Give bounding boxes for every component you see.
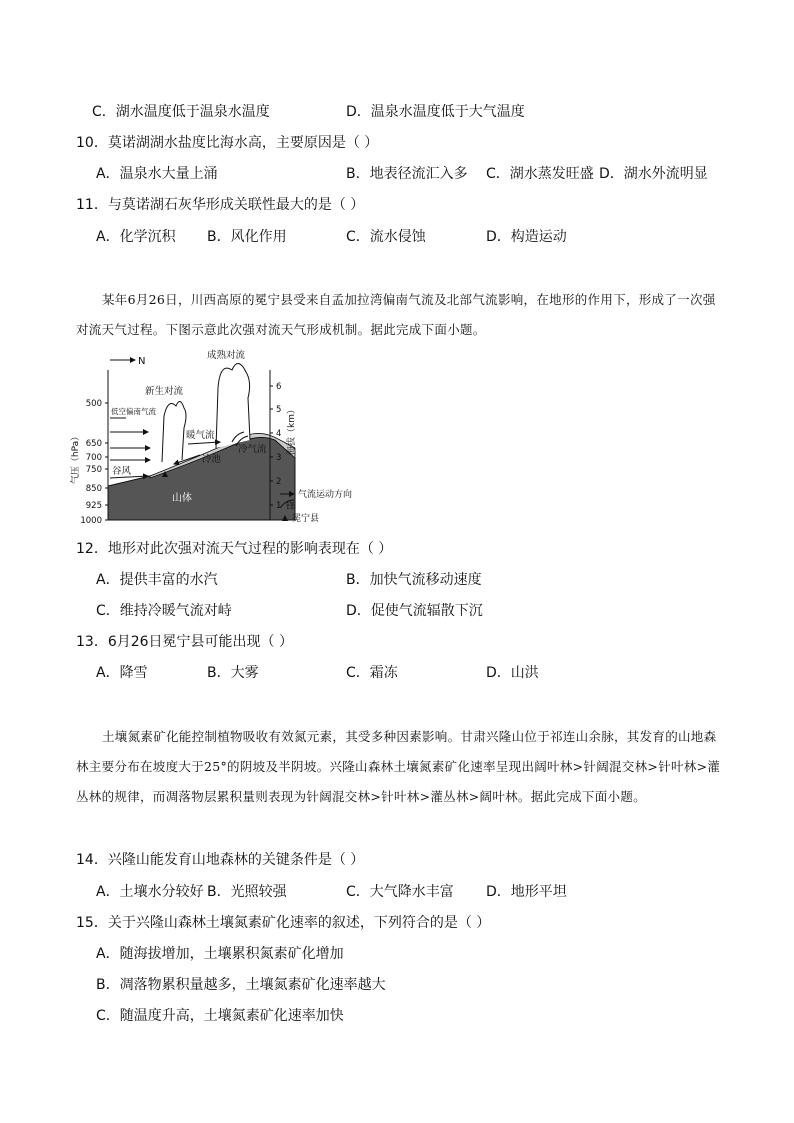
- q11-option-a: A．化学沉积: [96, 229, 176, 245]
- q14-option-a: A．土壤水分较好: [96, 884, 204, 900]
- convection-mechanism-diagram: [71, 348, 370, 528]
- altitude-tick: 3: [276, 453, 282, 463]
- q10-stem: 10．莫诺湖湖水盐度比海水高，主要原因是（ ）: [76, 135, 379, 151]
- q9-option-d: D．温泉水温度低于大气温度: [346, 104, 525, 120]
- q12-option-d: D．促使气流辐散下沉: [346, 603, 483, 619]
- altitude-tick: 2: [276, 477, 282, 487]
- q11-option-b: B．风化作用: [207, 229, 287, 245]
- q9-option-c: C．湖水温度低于温泉水温度: [92, 104, 270, 120]
- q12-stem: 12．地形对此次强对流天气过程的影响表现在（ ）: [76, 541, 393, 557]
- q14-option-c: C．大气降水丰富: [346, 884, 454, 900]
- passage-convection: 某年6月26日，川西高原的冕宁县受来自孟加拉湾偏南气流及北部气流影响，在地形的作用下，形成了一次强对流天气过程。下图示意此次强对流天气形成机制。据此完成下面小题。: [76, 292, 716, 337]
- q15-option-a: A．随海拔增加，土壤累积氮素矿化增加: [96, 946, 344, 962]
- q10-option-b: B．地表径流汇入多: [346, 166, 468, 182]
- mountain-label: 山体: [172, 493, 192, 504]
- legend-flow-label: 气流运动方向: [298, 490, 353, 500]
- q13-option-b: B．大雾: [207, 665, 259, 681]
- pressure-tick: 1000: [80, 516, 102, 526]
- legend-town-label: 冕宁县: [292, 514, 320, 524]
- north-label: N: [138, 356, 146, 367]
- q11-option-c: C．流水侵蚀: [346, 229, 426, 245]
- q14-option-b: B．光照较强: [207, 884, 287, 900]
- pressure-tick: 925: [85, 501, 102, 511]
- pressure-tick: 500: [85, 399, 102, 409]
- altitude-tick: 1: [276, 501, 282, 511]
- q10-option-d: D．湖水外流明显: [599, 166, 708, 182]
- passage-nitrogen: 土壤氮素矿化能控制植物吸收有效氮元素，其受多种因素影响。甘肃兴隆山位于祁连山余脉，其发育的山地森林主要分布在坡度大于25°的阴坡及半阴坡。兴隆山森林土壤氮素矿化速率呈现出阔叶林>针阔混交林>针叶林>灌丛林的规律，而凋落物层累积量则表现为针阔混交林>针叶林>灌丛林>阔叶林。据此完成下面小题。: [76, 729, 721, 804]
- valley-wind-label: 谷风: [112, 466, 132, 477]
- q15-option-b: B．凋落物累积量越多，土壤氮素矿化速率越大: [96, 977, 386, 993]
- pressure-tick: 700: [85, 453, 102, 463]
- altitude-axis-label: 海拔（km）: [287, 405, 297, 455]
- q11-option-d: D．构造运动: [486, 229, 567, 245]
- new-convection-cloud: [162, 401, 186, 462]
- q13-stem: 13．6月26日冕宁县可能出现（ ）: [76, 634, 293, 650]
- warm-flow-label: 暖气流: [186, 430, 215, 441]
- legend-front-label: 锋: [286, 502, 296, 512]
- q10-option-a: A．温泉水大量上涌: [96, 166, 218, 182]
- q13-option-d: D．山洪: [486, 665, 539, 681]
- q15-stem: 15．关于兴隆山森林土壤氮素矿化速率的叙述，下列符合的是（ ）: [76, 915, 491, 931]
- pressure-tick: 650: [85, 439, 102, 449]
- q14-stem: 14．兴隆山能发育山地森林的关键条件是（ ）: [76, 852, 365, 868]
- altitude-tick: 5: [276, 405, 282, 415]
- cold-flow-label: 冷气流: [238, 444, 267, 455]
- q10-option-c: C．湖水蒸发旺盛: [486, 166, 594, 182]
- pressure-tick: 750: [85, 465, 102, 475]
- altitude-tick: 4: [276, 429, 282, 439]
- q14-option-d: D．地形平坦: [486, 884, 567, 900]
- pressure-tick: 850: [85, 484, 102, 494]
- q12-option-b: B．加快气流移动速度: [346, 572, 482, 588]
- mature-convection-label: 成熟对流: [207, 350, 246, 361]
- pressure-ticks: [80, 399, 108, 526]
- altitude-tick: 6: [276, 382, 282, 392]
- q13-option-c: C．霜冻: [346, 665, 398, 681]
- q13-option-a: A．降雪: [96, 665, 148, 681]
- warm-flow-arrow: [188, 442, 220, 444]
- cold-pool-label: 冷池: [202, 454, 222, 465]
- q11-stem: 11．与莫诺湖石灰华形成关联性最大的是（ ）: [76, 197, 365, 213]
- q12-option-a: A．提供丰富的水汽: [96, 572, 218, 588]
- mature-convection-cloud: [216, 363, 250, 448]
- new-convection-label: 新生对流: [145, 386, 184, 397]
- q12-option-c: C．维持冷暖气流对峙: [96, 603, 232, 619]
- mountain-body: [108, 437, 295, 520]
- q15-option-c: C．随温度升高，土壤氮素矿化速率加快: [96, 1008, 344, 1024]
- pressure-axis-label: 气压（hPa）: [71, 431, 81, 485]
- low-south-flow-label: 低空偏南气流: [111, 407, 156, 416]
